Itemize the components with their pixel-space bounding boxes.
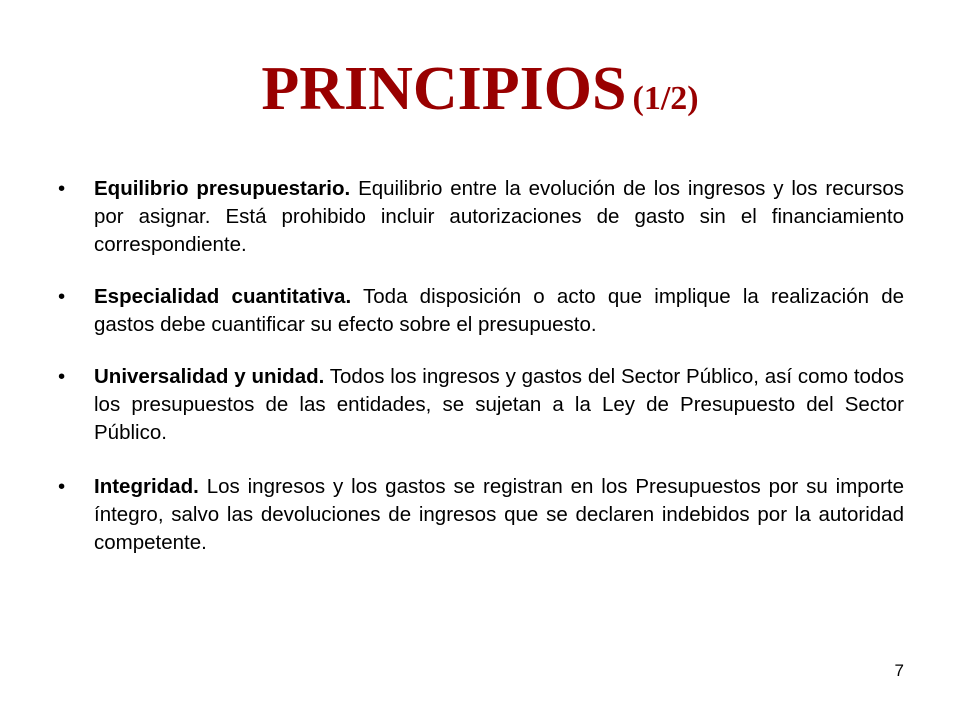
bullet-icon: •	[58, 365, 66, 388]
page-number: 7	[894, 661, 904, 680]
bullet-icon: •	[58, 177, 66, 200]
slide-title-main: PRINCIPIOS	[261, 55, 627, 123]
list-item-equilibrio	[58, 175, 904, 259]
bullet-text: Toda disposición o acto que implique la realización de gastos debe cuantificar su efecto sobre el presupuesto.	[94, 285, 905, 336]
bullet-text: Todos los ingresos y gastos del Sector Público, así como todos los presupuestos de las entidades, se sujetan a la Ley de Presupuesto del Sector Público.	[94, 365, 904, 444]
list-item-especialidad	[58, 283, 904, 339]
bullet-term: Universalidad y unidad.	[94, 365, 325, 388]
principles-list	[58, 175, 904, 557]
bullet-text: Los ingresos y los gastos se registran en los Presupuestos por su importe íntegro, salvo las devoluciones de ingresos que se declaren indebidos por la autoridad competente.	[94, 475, 904, 554]
bullet-icon: •	[58, 475, 66, 498]
bullet-term: Especialidad cuantitativa.	[94, 285, 352, 308]
bullet-term: Equilibrio presupuestario.	[94, 177, 351, 200]
list-item-universalidad	[58, 363, 904, 447]
list-item-integridad	[58, 473, 904, 557]
bullet-icon: •	[58, 285, 66, 308]
slide-title	[0, 55, 960, 123]
slide-title-suffix: (1/2)	[632, 80, 699, 117]
bullet-term: Integridad.	[94, 475, 199, 498]
bullet-text: Equilibrio entre la evolución de los ingresos y los recursos por asignar. Está prohibido incluir autorizaciones de gasto sin el financiamiento correspondiente.	[94, 177, 905, 256]
